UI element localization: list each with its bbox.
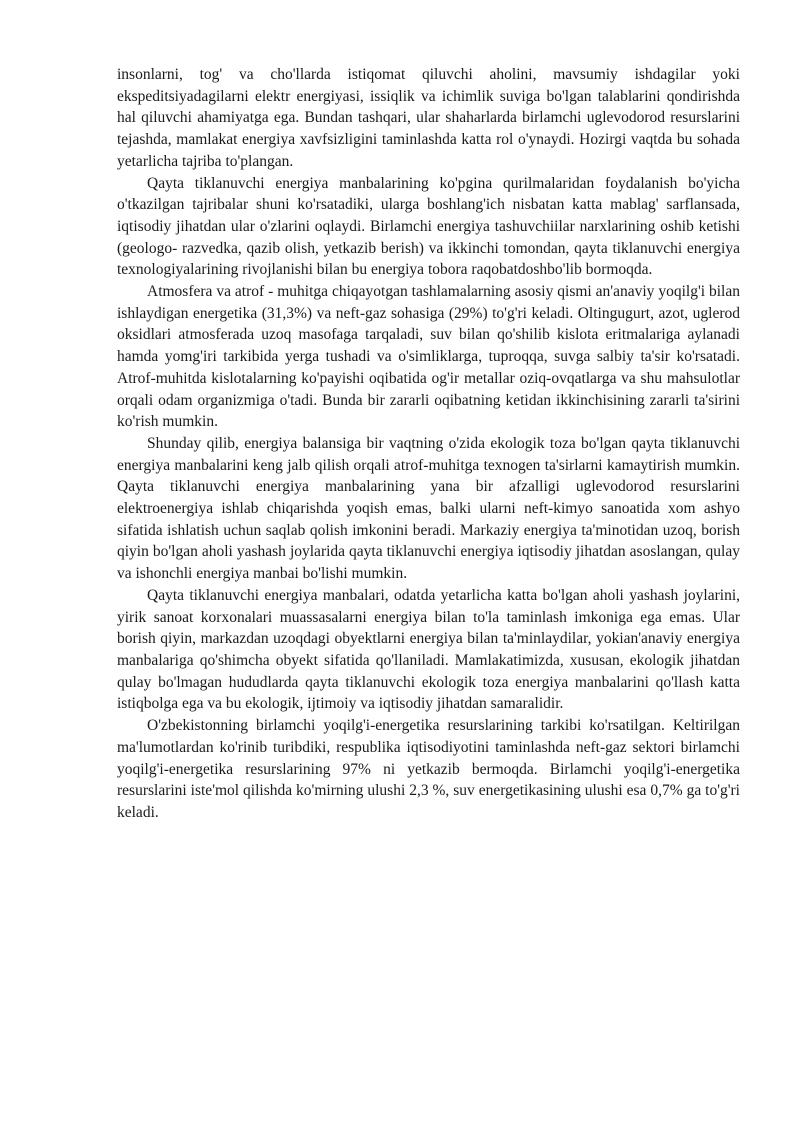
paragraph-1: insonlarni, tog' va cho'llarda istiqomat qiluvchi aholini, mavsumiy ishdagilar yoki ekspeditsiyadagilarni elektr energiyasi, issiqlik va ichimlik suviga bo'lgan talablarini qondirishda hal qiluvchi ahamiyatga ega. Bundan tashqari, ular shaharlarda birlamchi uglevodorod resurslarini tejashda, mamlakat energiya xavfsizligini taminlashda katta rol o'ynaydi. Hozirgi vaqtda bu sohada yetarlicha tajriba to'plangan. [117,66,740,170]
paragraph-6: O'zbekistonning birlamchi yoqilg'i-energetika resurslarining tarkibi ko'rsatilgan. Keltirilgan ma'lumotlardan ko'rinib turibdiki, respublika iqtisodiyotini taminlashda neft-gaz sektori birlamchi yoqilg'i-energetika resurslarining 97% ni yetkazib bermoqda. Birlamchi yoqilg'i-energetika resurslarini iste'mol qilishda ko'mirning ulushi 2,3 %, suv energetikasining ulushi esa 0,7% ga to'g'ri keladi. [117,717,740,821]
paragraph-3: Atmosfera va atrof - muhitga chiqayotgan tashlamalarning asosiy qismi an'anaviy yoqilg'i bilan ishlaydigan energetika (31,3%) va neft-gaz sohasiga (29%) to'g'ri keladi. Oltingugurt, azot, uglerod oksidlari atmosferada uzoq masofaga tarqaladi, suv bilan qo'shilib kislota eritmalariga aylanadi hamda yomg'iri tarkibida yerga tushadi va o'simliklarga, tuproqqa, suvga salbiy ta'sir ko'rsatadi. Atrof-muhitda kislotalarning ko'payishi oqibatida og'ir metallar oziq-ovqatlarga va shu mahsulotlar orqali odam organizmiga o'tadi. Bunda bir zararli oqibatning ketidan ikkinchisining zararli ta'sirini ko'rish mumkin. [117,283,740,431]
paragraph-4: Shunday qilib, energiya balansiga bir vaqtning o'zida ekologik toza bo'lgan qayta tiklanuvchi energiya manbalarini keng jalb qilish orqali atrof-muhitga texnogen ta'sirlarni kamaytirish mumkin. Qayta tiklanuvchi energiya manbalarining yana bir afzalligi uglevodorod resurslarini elektroenergiya ishlab chiqarishda yoqish emas, balki ularni neft-kimyo sanoatida xom ashyo sifatida ishlatish uchun saqlab qolish imkonini beradi. Markaziy energiya ta'minotidan uzoq, borish qiyin bo'lgan aholi yashash joylarida qayta tiklanuvchi energiya iqtisodiy jihatdan asoslangan, qulay va ishonchli energiya manbai bo'lishi mumkin. [117,434,740,583]
paragraph-2: Qayta tiklanuvchi energiya manbalarining ko'pgina qurilmalaridan foydalanish bo'yicha o'tkazilgan tajribalar shuni ko'rsatadiki, ularga boshlang'ich nisbatan katta mablag' sarflansada, iqtisodiy jihatdan ular o'zlarini oqlaydi. Birlamchi energiya tashuvchiilar narxlarining oshib ketishi (geologo- razvedka, qazib olish, yetkazib berish) va ikkinchi tomondan, qayta tiklanuvchi energiya texnologiyalarining rivojlanishi bilan bu energiya tobora raqobatdoshbo'lib bormoqda. [117,174,740,279]
paragraph-5: Qayta tiklanuvchi energiya manbalari, odatda yetarlicha katta bo'lgan aholi yashash joylarini, yirik sanoat korxonalari muassasalarni energiya bilan to'la taminlash imkoniga ega emas. Ular borish qiyin, markazdan uzoqdagi obyektlarni energiya bilan ta'minlaydilar, yokian'anaviy energiya manbalariga qo'shimcha obyekt sifatida qo'llaniladi. Mamlakatimizda, xususan, ekologik jihatdan qulay bo'lmagan hududlarda qayta tiklanuvchi ekologik toza energiya manbalarini qo'llash katta istiqbolga ega va bu ekologik, ijtimoiy va iqtisodiy jihatdan samaralidir. [117,586,740,713]
document-page [117,64,740,824]
